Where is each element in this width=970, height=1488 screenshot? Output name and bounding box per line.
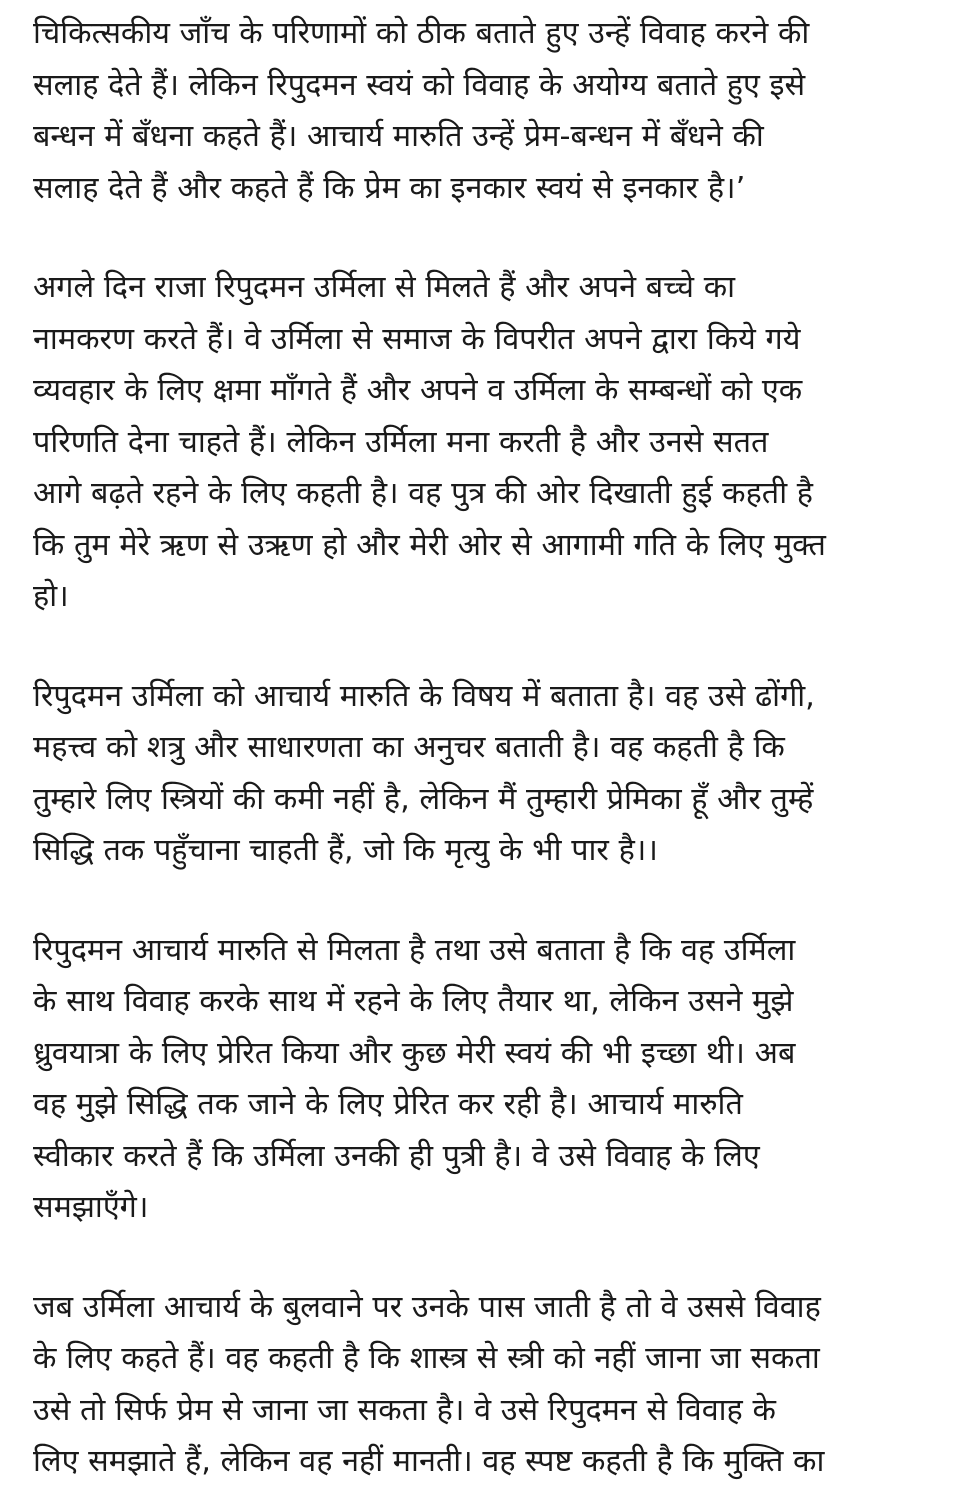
text-line: व्यवहार के लिए क्षमा माँगते हैं और अपने व उर्मिला के सम्बन्धों को एक <box>33 373 803 408</box>
text-line: रिपुदमन उर्मिला को आचार्य मारुति के विषय में बताता है। वह उसे ढोंगी, <box>33 678 815 714</box>
text-line: तुम्हारे लिए स्त्रियों की कमी नहीं है, लेकिन मैं तुम्हारी प्रेमिका हूँ और तुम्हें <box>33 781 814 817</box>
paragraph <box>33 925 942 1234</box>
text-line: सलाह देते हैं। लेकिन रिपुदमन स्वयं को विवाह के अयोग्य बताते हुए इसे <box>33 67 806 103</box>
text-line: अगले दिन राजा रिपुदमन उर्मिला से मिलते हैं और अपने बच्चे का <box>33 270 736 305</box>
text-line: स्वीकार करते हैं कि उर्मिला उनकी ही पुत्री है। वे उसे विवाह के लिए <box>33 1138 760 1174</box>
text-line: रिपुदमन आचार्य मारुति से मिलता है तथा उसे बताता है कि वह उर्मिला <box>33 932 796 968</box>
text-line: समझाएँगे। <box>33 1190 149 1225</box>
text-line: नामकरण करते हैं। वे उर्मिला से समाज के विपरीत अपने द्वारा किये गये <box>33 321 801 357</box>
text-line: वह मुझे सिद्धि तक जाने के लिए प्रेरित कर रही है। आचार्य मारुति <box>33 1087 743 1122</box>
text-line: बन्धन में बँधना कहते हैं। आचार्य मारुति उन्हें प्रेम-बन्धन में बँधने की <box>33 119 764 154</box>
paragraph <box>33 8 942 214</box>
paragraph <box>33 671 942 877</box>
text-line: सिद्धि तक पहुँचाना चाहती हैं, जो कि मृत्यु के भी पार है।। <box>33 833 658 868</box>
text-line: ध्रुवयात्रा के लिए प्रेरित किया और कुछ मेरी स्वयं की भी इच्छा थी। अब <box>33 1035 796 1071</box>
text-line: उसे तो सिर्फ प्रेम से जाना जा सकता है। वे उसे रिपुदमन से विवाह के <box>33 1392 776 1428</box>
text-line: कि तुम मेरे ऋण से उऋण हो और मेरी ओर से आगामी गति के लिए मुक्त <box>33 527 826 563</box>
text-line: हो। <box>33 579 69 614</box>
text-line: के साथ विवाह करके साथ में रहने के लिए तैयार था, लेकिन उसने मुझे <box>33 984 794 1019</box>
text-line: सलाह देते हैं और कहते हैं कि प्रेम का इनकार स्वयं से इनकार है।’ <box>33 170 746 206</box>
text-line: के लिए कहते हैं। वह कहती है कि शास्त्र से स्त्री को नहीं जाना जा सकता <box>33 1341 820 1376</box>
paragraph <box>33 262 942 623</box>
text-line: महत्त्व को शत्रु और साधारणता का अनुचर बताती है। वह कहती है कि <box>33 730 785 765</box>
text-line: परिणति देना चाहते हैं। लेकिन उर्मिला मना करती है और उनसे सतत <box>33 424 769 460</box>
text-line: आगे बढ़ते रहने के लिए कहती है। वह पुत्र की ओर दिखाती हुई कहती है <box>33 476 813 511</box>
paragraph <box>33 1282 942 1488</box>
text-line: जब उर्मिला आचार्य के बुलवाने पर उनके पास जाती है तो वे उससे विवाह <box>33 1289 821 1325</box>
text-line: लिए समझाते हैं, लेकिन वह नहीं मानती। वह स्पष्ट कहती है कि मुक्ति का <box>33 1444 825 1479</box>
text-line: चिकित्सकीय जाँच के परिणामों को ठीक बताते हुए उन्हें विवाह करने की <box>33 16 810 51</box>
